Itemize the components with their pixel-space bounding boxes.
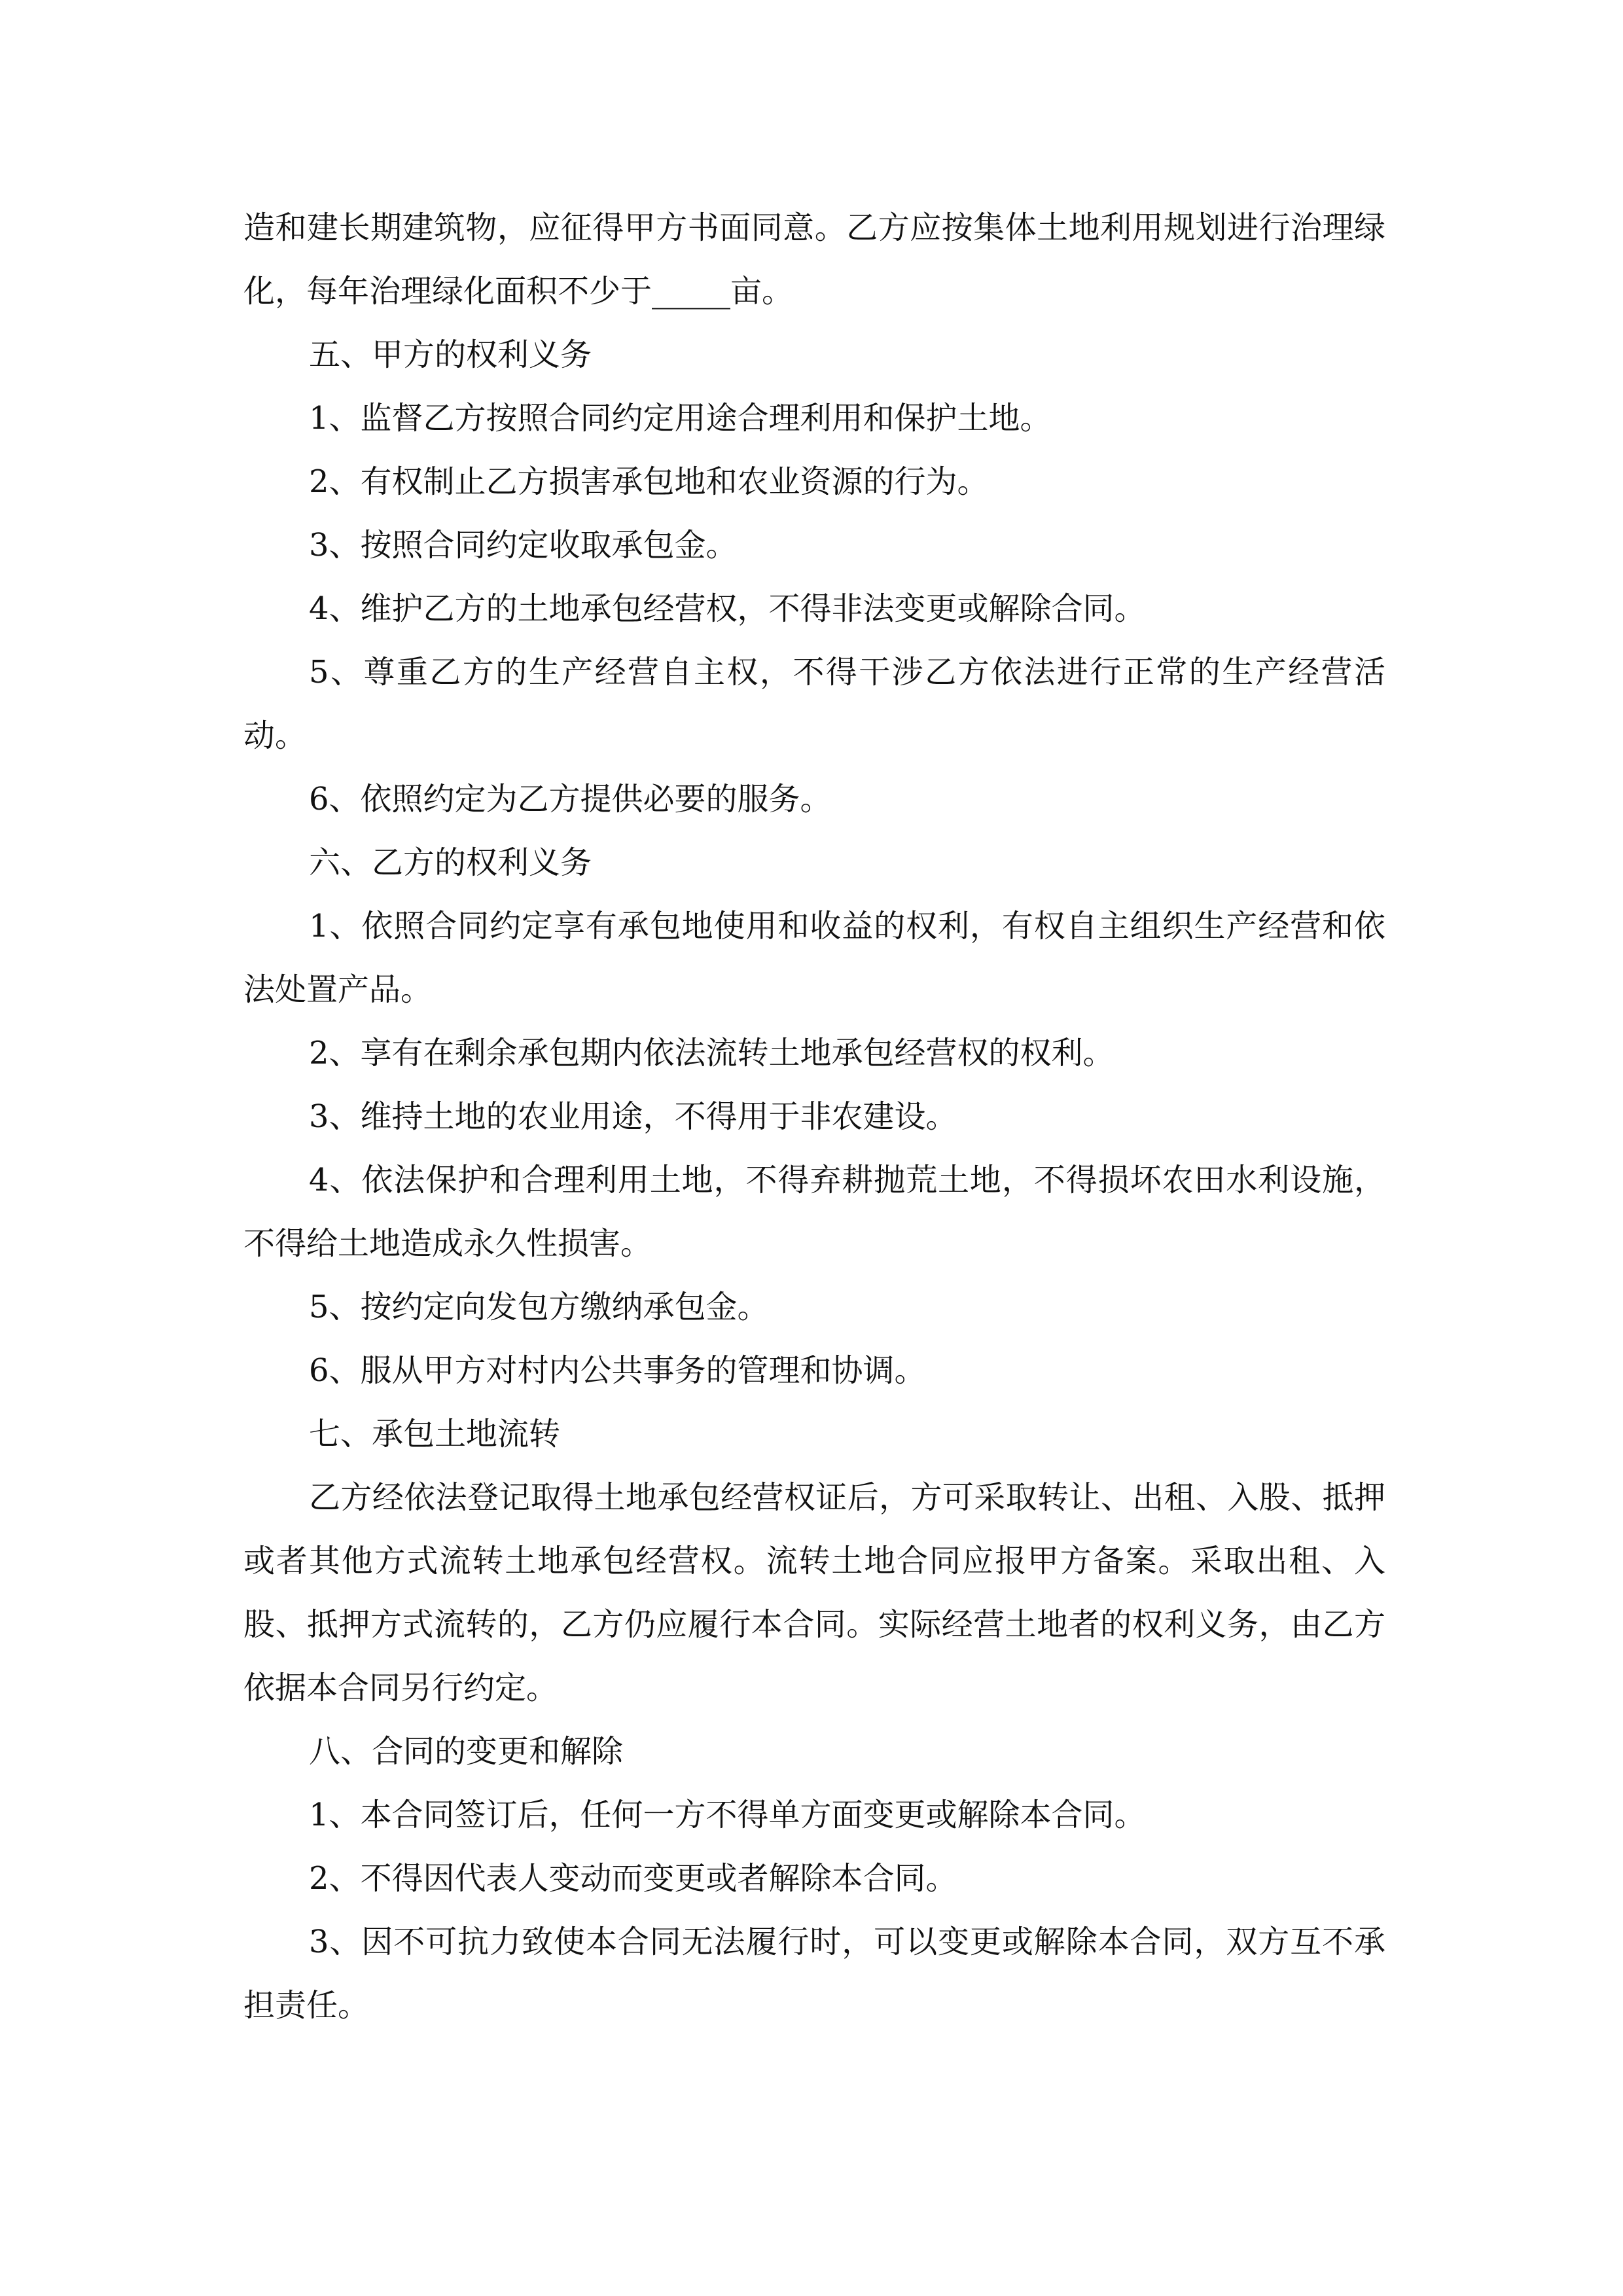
list-item: 4、依法保护和合理利用土地，不得弃耕抛荒土地，不得损坏农田水利设施，不得给土地造成永久性损害。 bbox=[243, 1162, 1385, 1262]
list-item: 3、因不可抗力致使本合同无法履行时，可以变更或解除本合同，双方互不承担责任。 bbox=[243, 1924, 1385, 2024]
list-item: 1、监督乙方按照合同约定用途合理利用和保护土地。 bbox=[309, 400, 1052, 437]
section-heading-7: 七、承包土地流转 bbox=[309, 1416, 561, 1452]
body-paragraph: 乙方经依法登记取得土地承包经营权证后，方可采取转让、出租、入股、抵押或者其他方式流转土地承包经营权。流转土地合同应报甲方备案。采取出租、入股、抵押方式流转的，乙方仍应履行本合同。实际经营土地者的权利义务，由乙方依据本合同另行约定。 bbox=[243, 1479, 1385, 1706]
list-item: 3、按照合同约定收取承包金。 bbox=[309, 527, 738, 564]
list-item: 2、享有在剩余承包期内依法流转土地承包经营权的权利。 bbox=[309, 1035, 1115, 1071]
list-item: 2、不得因代表人变动而变更或者解除本合同。 bbox=[309, 1860, 957, 1897]
list-item: 6、服从甲方对村内公共事务的管理和协调。 bbox=[309, 1352, 926, 1389]
document-body bbox=[243, 196, 1385, 2037]
list-item: 5、按约定向发包方缴纳承包金。 bbox=[309, 1289, 769, 1325]
section-heading-6: 六、乙方的权利义务 bbox=[309, 844, 592, 881]
list-item: 3、维持土地的农业用途，不得用于非农建设。 bbox=[309, 1098, 957, 1135]
list-item: 5、尊重乙方的生产经营自主权，不得干涉乙方依法进行正常的生产经营活动。 bbox=[243, 654, 1385, 754]
paragraph-continuation: 造和建长期建筑物，应征得甲方书面同意。乙方应按集体土地利用规划进行治理绿化，每年治理绿化面积不少于_____亩。 bbox=[243, 209, 1385, 310]
list-item: 4、维护乙方的土地承包经营权，不得非法变更或解除合同。 bbox=[309, 590, 1146, 627]
list-item: 2、有权制止乙方损害承包地和农业资源的行为。 bbox=[309, 463, 989, 500]
section-heading-5: 五、甲方的权利义务 bbox=[309, 336, 592, 373]
list-item: 1、依照合同约定享有承包地使用和收益的权利，有权自主组织生产经营和依法处置产品。 bbox=[243, 908, 1385, 1008]
section-heading-8: 八、合同的变更和解除 bbox=[309, 1733, 624, 1770]
list-item: 6、依照约定为乙方提供必要的服务。 bbox=[309, 781, 832, 817]
list-item: 1、本合同签订后，任何一方不得单方面变更或解除本合同。 bbox=[309, 1797, 1146, 1833]
